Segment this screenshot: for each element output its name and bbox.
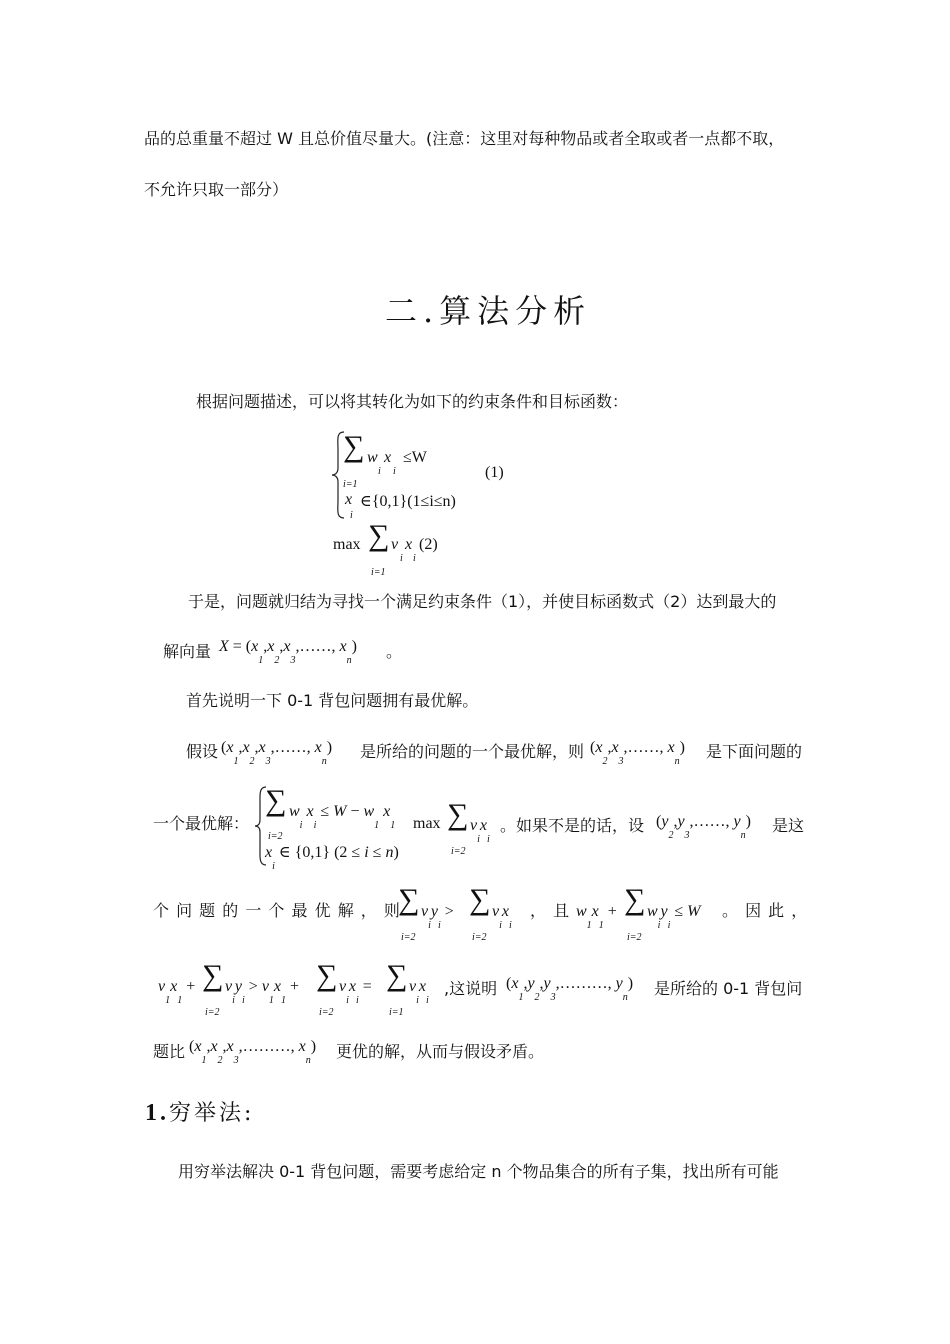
intro-text: 根据问题描述，可以将其转化为如下的约束条件和目标函数： bbox=[196, 392, 629, 411]
formula1-var-x: x bbox=[345, 491, 353, 508]
formula2-term: v bbox=[391, 536, 399, 553]
chain-part: $v_iy_i > v_1x_1$ + bbox=[225, 978, 300, 1006]
vector-x-sub: ($x_2,x_3,\dots\dots$, $x_n$) bbox=[590, 739, 685, 767]
sum-lower-limit: i=2 bbox=[627, 932, 642, 943]
sum-lower-limit: i=2 bbox=[268, 831, 283, 842]
sigma-symbol: ∑ bbox=[469, 883, 491, 916]
inequality-part: $w_iy_i \le W$ bbox=[647, 903, 701, 931]
sigma-symbol: ∑ bbox=[265, 784, 287, 817]
proof-text: 是所给的问题的一个最优解，则 bbox=[360, 742, 585, 761]
subproblem-objective: $v_ix_i$ bbox=[470, 817, 490, 845]
proof-text: 个 问 题 的 一 个 最 优 解 ， 则 bbox=[153, 901, 401, 920]
proof-text: 是下面问题的 bbox=[706, 742, 803, 761]
proof-text: 题比 bbox=[153, 1042, 186, 1061]
formula1-label: (1) bbox=[485, 464, 504, 481]
vector-x: ($x_1,x_2,x_3,\dots\dots$, $x_n$) bbox=[221, 739, 333, 767]
sum-lower-limit: i=1 bbox=[371, 567, 386, 578]
chain-part: $v_ix_i$ bbox=[409, 978, 429, 1006]
paragraph-line-end: 。 bbox=[386, 642, 403, 661]
paragraph-line-start: 解向量 bbox=[163, 642, 212, 661]
proof-text: 是所给的 0-1 背包问 bbox=[654, 979, 803, 998]
sum-lower-limit: i=1 bbox=[343, 479, 358, 490]
proof-text: 。如果不是的话，设 bbox=[500, 816, 645, 835]
chain-part: $v_ix_i$ = bbox=[339, 978, 372, 1006]
subscript-i: i bbox=[350, 510, 353, 521]
formula1-domain: ∈{0,1}(1≤i≤n) bbox=[360, 493, 456, 510]
subproblem-constraint: $w_i$ $x_i \le W - w_1$ $x_1$ bbox=[289, 803, 396, 831]
sum-lower-limit: i=2 bbox=[472, 932, 487, 943]
sigma-symbol: ∑ bbox=[386, 959, 408, 992]
paragraph-line: 不允许只取一部分） bbox=[144, 180, 289, 199]
section-title: 二.算法分析 bbox=[385, 292, 592, 330]
proof-text: 假设 bbox=[186, 742, 219, 761]
formula1-relation: ≤W bbox=[403, 449, 427, 466]
sum-lower-limit: i=1 bbox=[389, 1007, 404, 1018]
sigma-symbol: ∑ bbox=[202, 959, 224, 992]
vector-y: ($y_2,y_3,\dots\dots$, $y_n$) bbox=[656, 813, 751, 841]
inequality-part: $v_ix_i$ bbox=[492, 903, 512, 931]
sigma-symbol: ∑ bbox=[343, 430, 365, 463]
inequality-part: $v_iy_i$ > bbox=[421, 903, 454, 931]
proof-text: 更优的解，从而与假设矛盾。 bbox=[336, 1042, 545, 1061]
formula1-term: w bbox=[367, 449, 378, 466]
vector-mixed: ($x_1,y_2,y_3,\dots\dots\dots$, $y_n$) bbox=[506, 975, 634, 1003]
proof-text: 是这 bbox=[772, 816, 805, 835]
proof-text: 一个最优解： bbox=[153, 814, 250, 833]
sigma-symbol: ∑ bbox=[316, 959, 338, 992]
vector-X: $X = (x_1,x_2,x_3,\dots\dots$, $x_n$) bbox=[219, 638, 357, 666]
sigma-symbol: ∑ bbox=[624, 883, 646, 916]
paragraph-line: 品的总重量不超过 W 且总价值尽量大。(注意：这里对每种物品或者全取或者一点都不取， bbox=[144, 129, 785, 148]
max-operator: max bbox=[413, 815, 441, 832]
max-operator: max bbox=[333, 536, 361, 553]
sum-lower-limit: i=2 bbox=[205, 1007, 220, 1018]
subscript-i: i bbox=[378, 466, 381, 477]
subproblem-domain: $x_i$ ∈ {0,1} (2 ≤ i ≤ n) bbox=[265, 844, 399, 872]
subscript-i: i bbox=[400, 553, 403, 564]
chain-part: $v_1x_1$ + bbox=[158, 978, 196, 1006]
paragraph-line: 首先说明一下 0-1 背包问题拥有最优解。 bbox=[186, 691, 479, 710]
subsection-title: 1.穷举法: bbox=[145, 1100, 255, 1126]
sum-lower-limit: i=2 bbox=[451, 846, 466, 857]
proof-text: 。 因 此 ， bbox=[722, 901, 809, 920]
vector-x: ($x_1,x_2,x_3,\dots\dots\dots$, $x_n$) bbox=[189, 1038, 317, 1066]
subscript-i: i bbox=[413, 553, 416, 564]
proof-text: ， 且 bbox=[530, 901, 571, 920]
subscript-i: i bbox=[393, 466, 396, 477]
formula1-var: x bbox=[384, 449, 392, 466]
sigma-symbol: ∑ bbox=[398, 883, 420, 916]
sigma-symbol: ∑ bbox=[368, 519, 390, 552]
sum-lower-limit: i=2 bbox=[401, 932, 416, 943]
paragraph-line: 于是，问题就归结为寻找一个满足约束条件（1），并使目标函数式（2）达到最大的 bbox=[188, 592, 777, 611]
sum-lower-limit: i=2 bbox=[319, 1007, 334, 1018]
inequality-part: $w_1x_1$ + bbox=[576, 903, 617, 931]
subsection-title-text: 穷举法: bbox=[169, 1101, 255, 1126]
formula2-label: (2) bbox=[419, 536, 438, 553]
paragraph-line: 用穷举法解决 0-1 背包问题，需要考虑给定 n 个物品集合的所有子集，找出所有可能 bbox=[178, 1162, 779, 1181]
sigma-symbol: ∑ bbox=[447, 798, 469, 831]
proof-text: ,这说明 bbox=[444, 979, 498, 998]
formula2-var: x bbox=[405, 536, 413, 553]
